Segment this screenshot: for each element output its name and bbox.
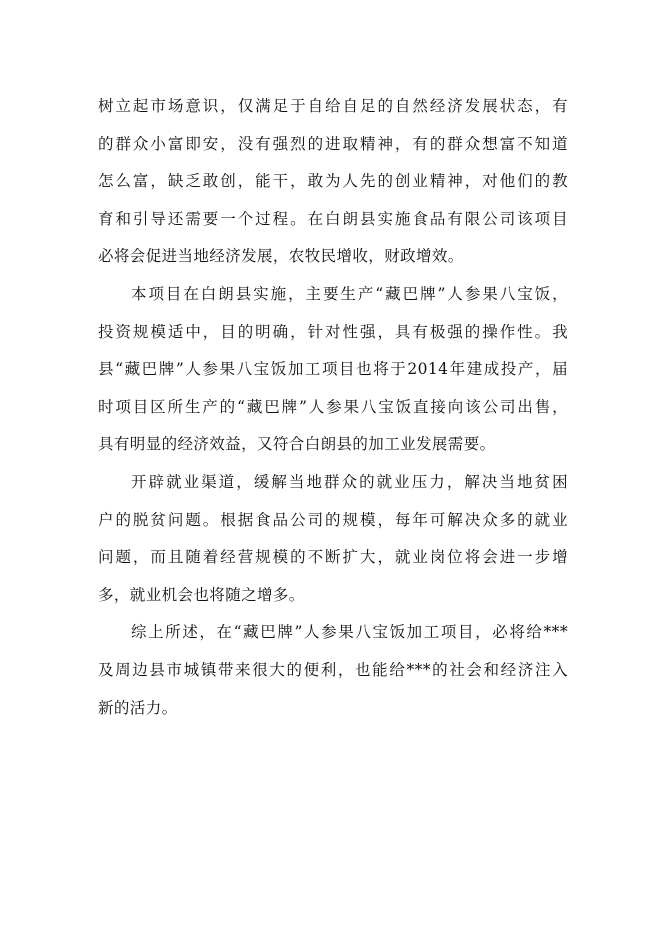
- paragraph-3-line-4: 多，就业机会也将随之增多。: [98, 585, 305, 604]
- paragraph-3-line-2: 户的脱贫问题。根据食品公司的规模，每年可解决众多的就业: [98, 510, 568, 529]
- paragraph-2-line-4: 时项目区所生产的“藏巴牌”人参果八宝饭直接向该公司出售，: [98, 397, 568, 416]
- paragraph-1-line-3: 怎么富，缺乏敢创，能干，敢为人先的创业精神，对他们的教: [98, 172, 568, 191]
- paragraph-2-line-1: 本项目在白朗县实施，主要生产“藏巴牌”人参果八宝饭，: [131, 284, 568, 303]
- document-body: [98, 88, 568, 727]
- paragraph-1-line-1: 树立起市场意识，仅满足于自给自足的自然经济发展状态，有: [98, 97, 568, 115]
- paragraph-3-line-3: 问题，而且随着经营规模的不断扩大，就业岗位将会进一步增: [98, 548, 568, 567]
- paragraph-1-line-4: 育和引导还需要一个过程。在白朗县实施食品有限公司该项目: [98, 209, 568, 228]
- paragraph-1-line-2: 的群众小富即安，没有强烈的进取精神，有的群众想富不知道: [98, 134, 568, 153]
- paragraph-1-line-5: 必将会促进当地经济发展，农牧民增收，财政增效。: [98, 247, 464, 266]
- paragraph-2-line-5: 具有明显的经济效益，又符合白朗县的加工业发展需要。: [98, 435, 496, 454]
- paragraph-4-line-1: 综上所述，在“藏巴牌”人参果八宝饭加工项目，必将给***: [131, 623, 568, 642]
- paragraph-3-line-1: 开辟就业渠道，缓解当地群众的就业压力，解决当地贫困: [131, 472, 568, 491]
- paragraph-2-line-2: 投资规模适中，目的明确，针对性强，具有极强的操作性。我: [98, 322, 568, 341]
- paragraph-2-line-3: 县“藏巴牌”人参果八宝饭加工项目也将于2014年建成投产，届: [98, 360, 568, 379]
- paragraph-4-line-3: 新的活力。: [98, 698, 178, 717]
- paragraph-4-line-2: 及周边县市城镇带来很大的便利，也能给***的社会和经济注入: [98, 660, 568, 679]
